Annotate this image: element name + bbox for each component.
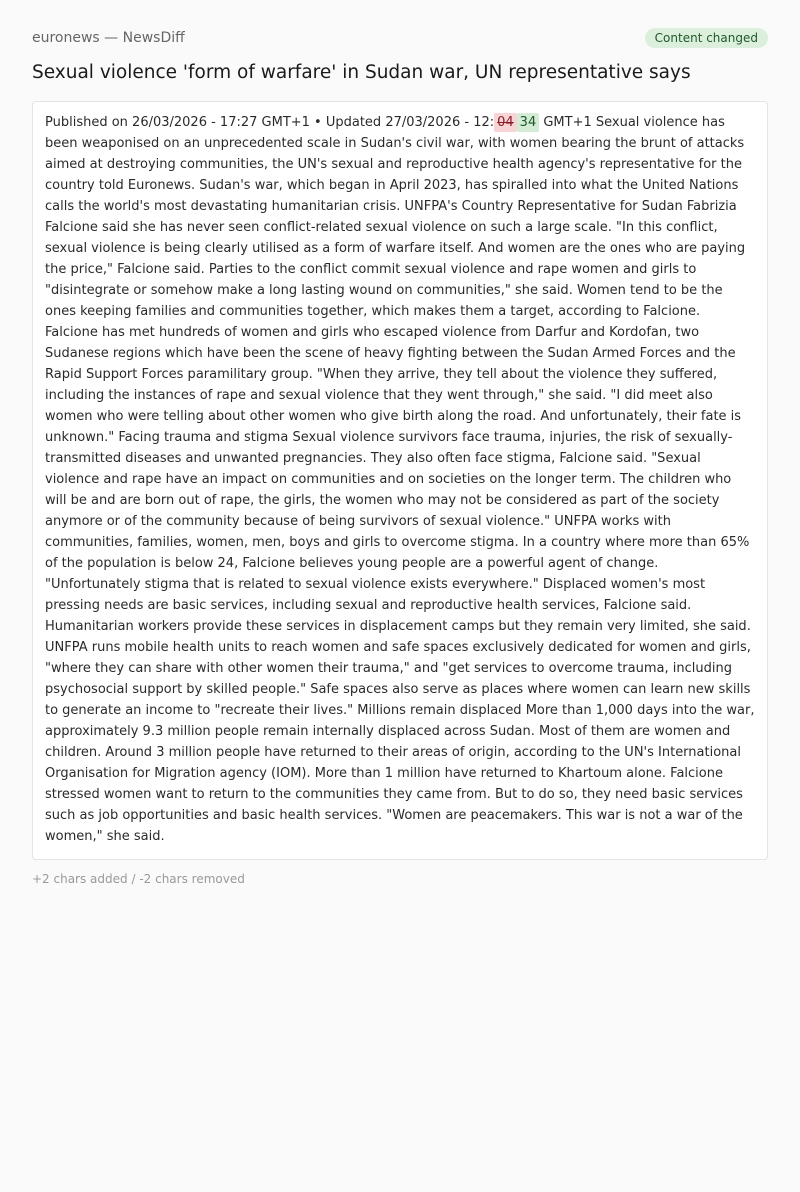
body-prefix: Published on 26/03/2026 - 17:27 GMT+1 • Updated 27/03/2026 - 12: xyxy=(45,115,495,130)
added-text: 34 xyxy=(517,113,540,132)
article-title: Sexual violence 'form of warfare' in Sudan war, UN representative says xyxy=(32,62,691,83)
change-summary: +2 chars added / -2 chars removed xyxy=(32,872,245,886)
removed-text: 04 xyxy=(494,113,517,132)
diff-card xyxy=(32,101,768,860)
body-suffix: GMT+1 Sexual violence has been weaponised on an unprecedented scale in Sudan's civil war, with women bearing the brunt of attacks aimed at destroying communities, the UN's sexual and reproductive health agency's representative for the country told Euronews. Sudan's war, which began in April 2023, has spiralled into what the United Nations calls the world's most devastating humanitarian crisis. UNFPA's Country Representative for Sudan Fabrizia Falcione said she has never seen conflict-related sexual violence on such a large scale. "In this conflict, sexual violence is being clearly utilised as a form of warfare itself. And women are the ones who are paying the price," Falcione said. Parties to the conflict commit sexual violence and rape women and girls to "disintegrate or somehow make a long lasting wound on communities," she said. Women tend to be the ones keeping families and communities together, which makes them a target, according to Falcione. Falcione has met hundreds of women and girls who escaped violence from Darfur and Kordofan, two Sudanese regions which have been the scene of heavy fighting between the Sudan Armed Forces and the Rapid Support Forces paramilitary group. "When they arrive, they tell about the violence they suffered, including the instances of rape and sexual violence that they went through," she said. "I did meet also women who were telling about other women who give birth along the road. And unfortunately, their fate is unknown." Facing trauma and stigma Sexual violence survivors face trauma, injuries, the risk of sexually-transmitted diseases and unwanted pregnancies. They also often face stigma, Falcione said. "Sexual violence and rape have an impact on communities and on societies on the longer term. The children who will be and are born out of rape, the girls, the women who may not be considered as part of the society anymore or of the community because of being survivors of sexual violence." UNFPA works with communities, families, women, men, boys and girls to overcome stigma. In a country where more than 65% of the population is below 24, Falcione believes young people are a powerful agent of change. "Unfortunately stigma that is related to sexual violence exists everywhere." Displaced women's most pressing needs are basic services, including sexual and reproductive health services, Falcione said. Humanitarian workers provide these services in displacement camps but they remain very limited, she said. UNFPA runs mobile health units to reach women and safe spaces exclusively dedicated for women and girls, "where they can share with other women their trauma," and "get services to overcome trauma, including psychosocial support by skilled people." Safe spaces also serve as places where women can learn new skills to generate an income to "recreate their lives." Millions remain displaced More than 1,000 days into the war, approximately 9.3 million people remain internally displaced across Sudan. Most of them are women and children. Around 3 million people have returned to their areas of origin, according to the UN's International Organisation for Migration agency (IOM). More than 1 million have returned to Khartoum alone. Falcione stressed women want to return to the communities they came from. But to do so, they need basic services such as job opportunities and basic health services. "Women are peacemakers. This war is not a war of the women," she said. xyxy=(45,115,755,844)
status-badge: Content changed xyxy=(645,28,768,48)
article-body xyxy=(45,112,755,847)
source-label: euronews — NewsDiff xyxy=(32,30,185,46)
top-bar xyxy=(32,24,768,52)
